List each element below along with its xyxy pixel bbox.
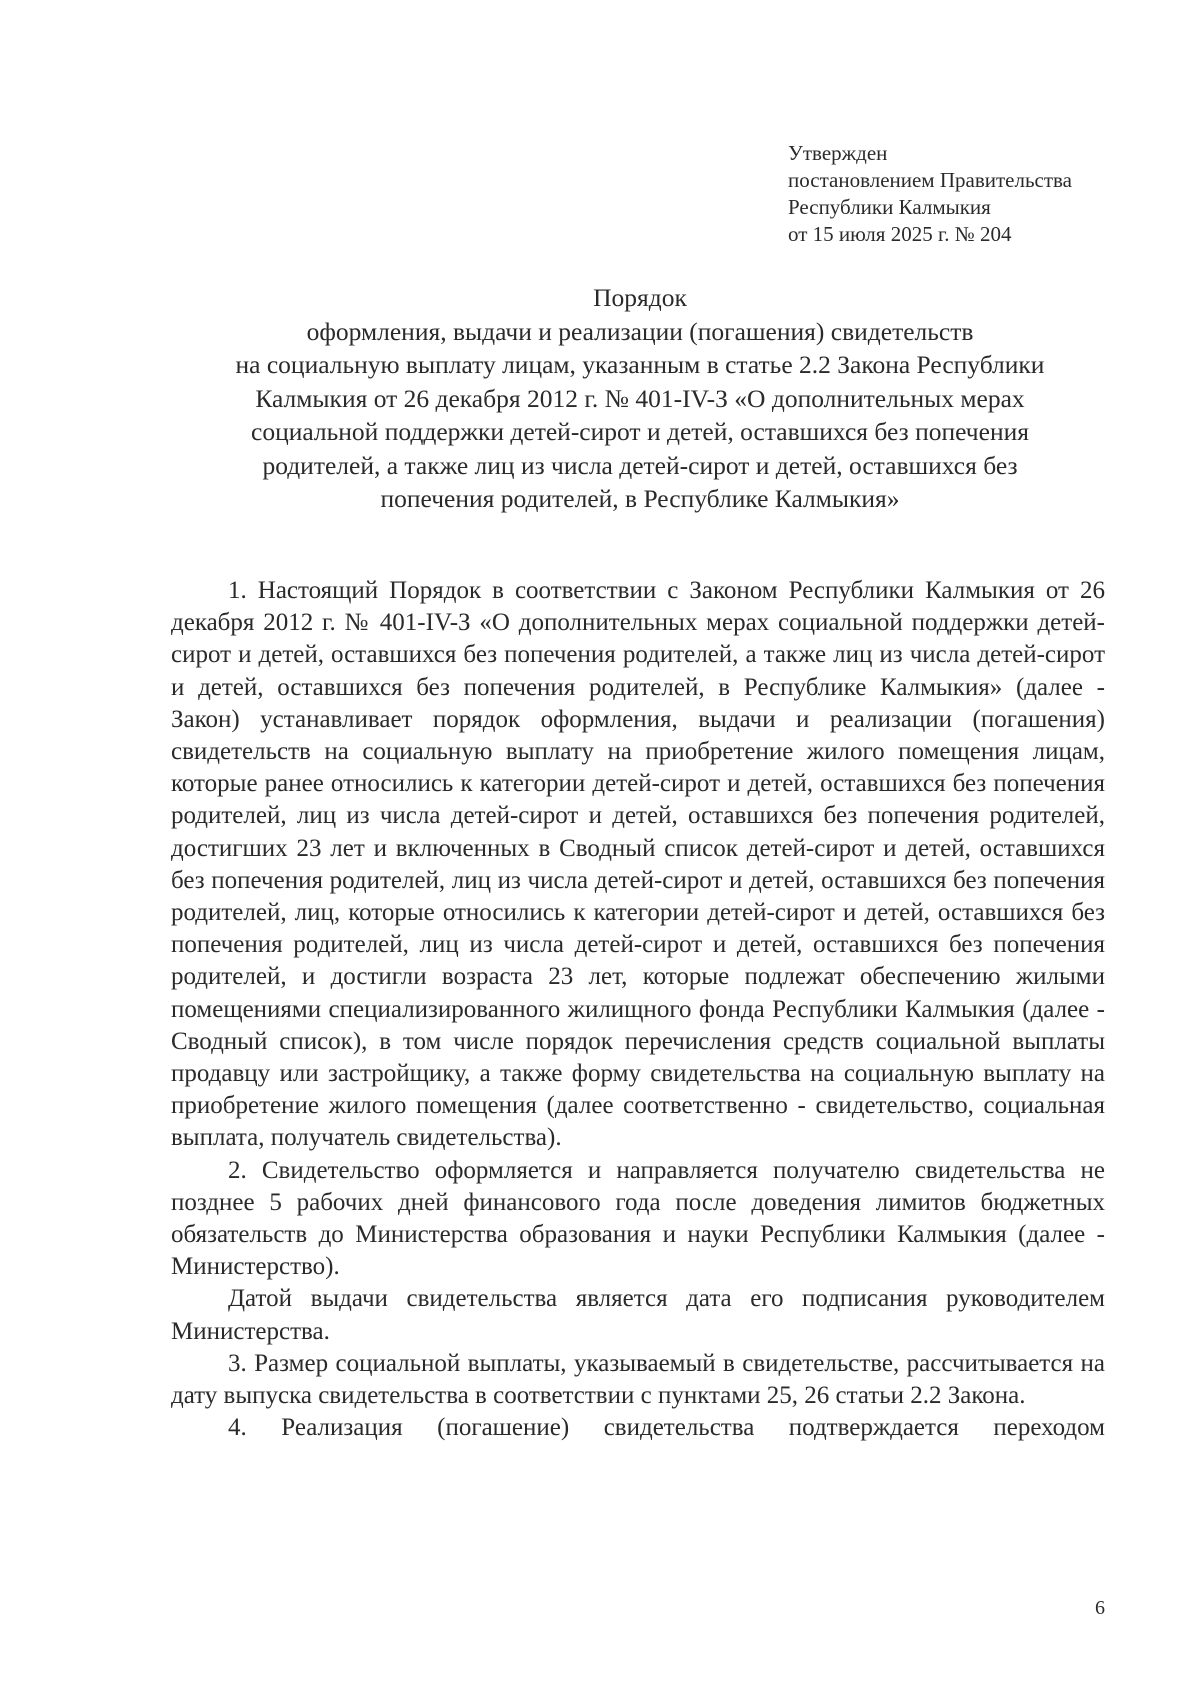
- title-line: оформления, выдачи и реализации (погашения) свидетельств: [306, 316, 974, 346]
- title-heading: Порядок: [593, 283, 687, 312]
- document-title: [140, 281, 1140, 516]
- title-line: родителей, а также лиц из числа детей-сирот и детей, оставшихся без: [262, 450, 1018, 480]
- approval-line: Утвержден: [788, 141, 888, 165]
- paragraph-2-issue-date: Датой выдачи свидетельства является дата его подписания руководителем Министерства.: [171, 1285, 1105, 1345]
- title-line: социальной поддержки детей-сирот и детей, оставшихся без попечения: [251, 417, 1029, 446]
- title-line: Калмыкия от 26 декабря 2012 г. № 401-IV-З «О дополнительных мерах: [255, 383, 1025, 413]
- approval-stamp: [788, 140, 1072, 248]
- approval-line: постановлением Правительства: [788, 168, 1073, 192]
- title-line: на социальную выплату лицам, указанным в статье 2.2 Закона Республики: [235, 350, 1045, 379]
- approval-line: Республики Калмыкия: [788, 195, 991, 219]
- page-number: 6: [1095, 1597, 1105, 1619]
- paragraph-2: 2. Свидетельство оформляется и направляется получателю свидетельства не позднее 5 рабочих дней финансового года после доведения лимитов бюджетных обязательств до Министерства образования и науки Республики Калмыкия (далее - Министерство).: [171, 1156, 1105, 1281]
- paragraph-1: 1. Настоящий Порядок в соответствии с Законом Республики Калмыкия от 26 декабря 2012 г. № 401-IV-З «О дополнительных мерах социальной поддержки детей-сирот и детей, оставшихся без попечения родителей, а также лиц из числа детей-сирот и детей, оставшихся без попечения родителей, в Республике Калмыкия» (далее - Закон) устанавливает порядок оформления, выдачи и реализации (погашения) свидетельств на социальную выплату на приобретение жилого помещения лицам, которые ранее относились к категории детей-сирот и детей, оставшихся без попечения родителей, лиц из числа детей-сирот и детей, оставшихся без попечения родителей, достигших 23 лет и включенных в Сводный список детей-сирот и детей, оставшихся без попечения родителей, лиц из числа детей-сирот и детей, оставшихся без попечения родителей, лиц, которые относились к категории детей-сирот и детей, оставшихся без попечения родителей, лиц из числа детей-сирот и детей, оставшихся без попечения родителей, и достигли возраста 23 лет, которые подлежат обеспечению жилыми помещениями специализированного жилищного фонда Республики Калмыкия (далее - Сводный список), в том числе порядок перечисления средств социальной выплаты продавцу или застройщику, а также форму свидетельства на социальную выплату на приобретение жилого помещения (далее соответственно - свидетельство, социальная выплата, получатель свидетельства).: [171, 577, 1105, 1152]
- title-line: попечения родителей, в Республике Калмыкия»: [380, 484, 900, 513]
- document-body: [171, 575, 1105, 1444]
- approval-line: от 15 июля 2025 г. № 204: [788, 222, 1012, 246]
- paragraph-3: 3. Размер социальной выплаты, указываемый в свидетельстве, рассчитывается на дату выпуска свидетельства в соответствии с пунктами 25, 26 статьи 2.2 Закона.: [171, 1349, 1105, 1410]
- paragraph-4: 4. Реализация (погашение) свидетельства подтверждается переходом: [228, 1414, 1105, 1442]
